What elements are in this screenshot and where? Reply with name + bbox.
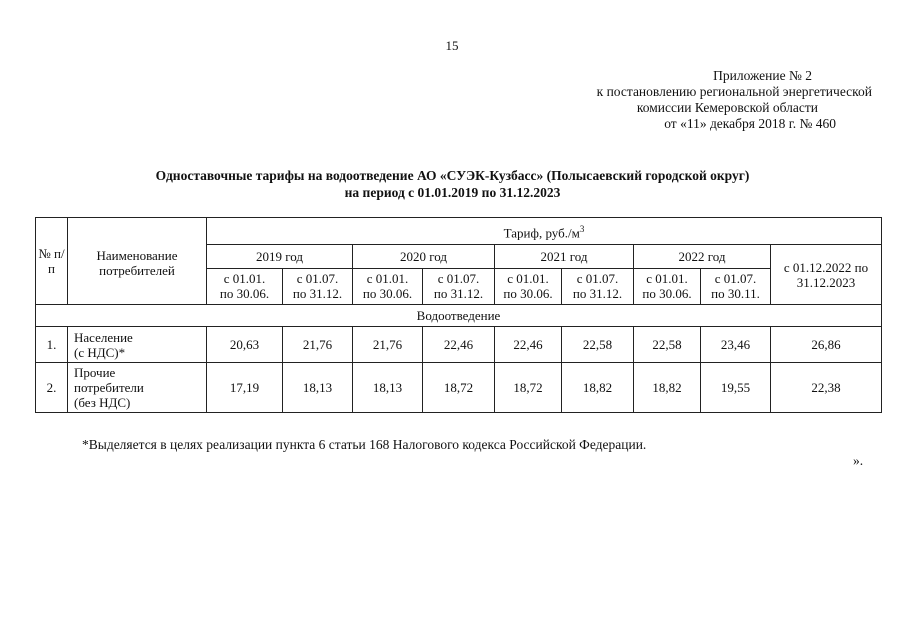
tariff-value: 22,58 [562,327,634,363]
tariff-value: 18,13 [353,363,423,413]
consumer-name-line: (с НДС)* [74,344,126,360]
period-cell [495,269,562,305]
appendix-header [540,68,880,132]
appendix-line-1: Приложение № 2 [713,68,812,83]
row-number: 2. [36,363,68,413]
page-number: 15 [445,38,459,53]
tariff-value: 19,55 [701,363,771,413]
header-name [68,218,207,305]
period-cell [283,269,353,305]
tariff-value: 26,86 [771,327,882,363]
tariff-table [35,217,882,413]
year-2021: 2021 год [495,245,634,269]
header-num-label: № п/п [38,246,65,276]
tariff-value: 22,46 [495,327,562,363]
period-to: по 30.06. [219,286,270,301]
year-2019: 2019 год [207,245,353,269]
tariff-unit-sup: 3 [579,223,585,234]
footnote: *Выделяется в целях реализации пункта 6 статьи 168 Налогового кодекса Российской Федерации. [82,437,647,452]
period-to: по 30.06. [642,286,692,301]
period-from: с 01.07. [296,271,339,286]
tariff-value: 17,19 [207,363,283,413]
section-title: Водоотведение [36,305,882,327]
tariff-value: 18,13 [283,363,353,413]
period-to: по 31.12. [292,286,343,301]
period-from: с 01.01. [223,271,266,286]
consumer-name [68,327,207,363]
header-row-tariff [36,218,882,245]
document-title [60,167,845,201]
tariff-value: 18,72 [423,363,495,413]
tariff-value: 18,72 [495,363,562,413]
period-from: с 01.07. [714,271,757,286]
tariff-value: 18,82 [562,363,634,413]
tariff-value: 18,82 [634,363,701,413]
consumer-name-line: потребители [74,380,144,395]
period-cell [634,269,701,305]
period-from: с 01.07. [437,271,480,286]
tariff-value: 22,38 [771,363,882,413]
tariff-value: 22,58 [634,327,701,363]
year-2022: 2022 год [634,245,771,269]
period-cell [701,269,771,305]
table-row [36,327,882,363]
header-num [36,218,68,305]
period-cell [562,269,634,305]
period-cell [207,269,283,305]
tariff-value: 22,46 [423,327,495,363]
tariff-label: Тариф, руб./м [503,225,580,241]
header-tariff [207,218,882,245]
tariff-value: 21,76 [283,327,353,363]
period-from: с 01.01. [507,271,549,286]
period-from: с 01.07. [576,271,619,286]
consumer-name-line: Прочие [74,365,116,380]
period-cell [353,269,423,305]
period-cell [423,269,495,305]
section-row [36,305,882,327]
title-line-1: Одноставочные тарифы на водоотведение АО «СУЭК-Кузбасс» (Полысаевский городской округ) [155,168,750,183]
row-number: 1. [36,327,68,363]
last-period: с 01.12.2022 по 31.12.2023 [771,245,882,305]
period-to: по 30.11. [711,286,760,301]
tariff-value: 20,63 [207,327,283,363]
appendix-line-4: от «11» декабря 2018 г. № 460 [664,116,836,131]
year-2020: 2020 год [353,245,495,269]
period-to: по 30.06. [503,286,553,301]
appendix-line-3: комиссии Кемеровской области [636,100,818,115]
period-to: по 31.12. [433,286,484,301]
consumer-name-line: Население [74,329,133,345]
tariff-value: 23,46 [701,327,771,363]
period-from: с 01.01. [366,271,409,286]
period-to: по 31.12. [572,286,623,301]
period-to: по 30.06. [362,286,413,301]
appendix-line-2: к постановлению региональной энергетической [596,84,872,99]
period-from: с 01.01. [646,271,688,286]
title-line-2: на период с 01.01.2019 по 31.12.2023 [344,185,561,200]
table-row [36,363,882,413]
closing-quote: ». [853,453,864,468]
consumer-name-line: (без НДС) [74,395,131,410]
tariff-value: 21,76 [353,327,423,363]
consumer-name [68,363,207,413]
header-name-label: Наименование потребителей [96,248,178,278]
